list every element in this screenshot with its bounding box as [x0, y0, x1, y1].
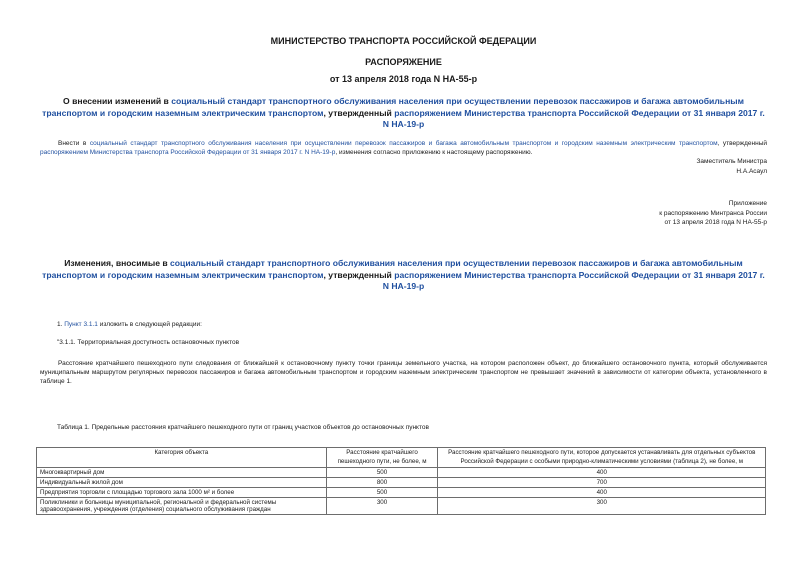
table-caption: Таблица 1. Предельные расстояния кратчайшего пешеходного пути от границ участков объектов до остановочных пунктов	[57, 424, 429, 431]
change-item-1-prefix: 1.	[57, 321, 65, 328]
table-cell-category: Многоквартирный дом	[37, 468, 327, 478]
table-header-distance: Расстояние кратчайшего пешеходного пути, не более, м	[326, 448, 438, 468]
body-middle: , утвержденный	[717, 140, 768, 147]
appendix-line-3: от 13 апреля 2018 года N НА-55-р	[664, 219, 767, 226]
distance-table	[36, 447, 766, 515]
table-cell-distance-special: 700	[438, 478, 766, 488]
document-title	[40, 96, 767, 131]
table-cell-distance: 500	[326, 488, 438, 498]
title-prefix: О внесении изменений в	[63, 96, 172, 106]
title-middle: , утвержденный	[323, 107, 395, 118]
appendix-line-2: к распоряжению Минтранса России	[659, 209, 767, 217]
change-item-1-link[interactable]: Пункт 3.1.1	[64, 321, 98, 328]
table-header-distance-special: Расстояние кратчайшего пешеходного пути, которое допускается устанавливать для отдельных субъектов Российской Федерации с особыми природно-климатическими условиями (таблица 2), не более, м	[438, 448, 766, 468]
change-item-2: "3.1.1. Территориальная доступность остановочных пунктов	[57, 339, 240, 346]
table-cell-distance-special: 300	[438, 498, 766, 515]
signature-block	[697, 157, 768, 176]
body-suffix: , изменения согласно приложению к настоящему распоряжению.	[335, 149, 533, 156]
table-cell-category: Предприятия торговли с площадью торгового зала 1000 м² и более	[37, 488, 327, 498]
table-row	[37, 468, 766, 478]
title-link-order[interactable]: распоряжением Министерства транспорта Российской Федерации от 31 января 2017 г. N НА-19-р	[382, 107, 765, 129]
signature-position: Заместитель Министра	[696, 158, 767, 165]
table-row	[37, 478, 766, 488]
table-row	[37, 488, 766, 498]
doc-type-heading: РАСПОРЯЖЕНИЕ	[365, 57, 442, 67]
change-item-1	[57, 320, 202, 329]
changes-title-middle: , утвержденный	[323, 269, 395, 280]
table-row	[37, 498, 766, 515]
table-header-row	[37, 448, 766, 468]
changes-title-link-standard[interactable]: социальный стандарт транспортного обслуживания населения при осуществлении перевозок пассажиров и багажа автомобильным транспортом и городским наземным электрическим транспортом	[42, 258, 743, 280]
changes-title-prefix: Изменения, вносимые в	[64, 258, 171, 268]
change-item-3: Расстояние кратчайшего пешеходного пути следования от ближайшей к остановочному пункту точки границы земельного участка, на котором расположен объект, до ближайшего остановочного пункта, который обслуживается муниципальным маршрутом регулярных перевозок пассажиров и багажа автомобильным транспортом и городским наземным электрическим транспортом не превышает значений в зависимости от категории объекта, установленного в таблице 1.	[40, 360, 767, 385]
body-paragraph	[40, 139, 767, 157]
body-prefix: Внести в	[58, 140, 90, 147]
table-header-category: Категория объекта	[37, 448, 327, 468]
table-cell-category: Индивидуальный жилой дом	[37, 478, 327, 488]
table-cell-distance-special: 400	[438, 468, 766, 478]
table-cell-distance: 500	[326, 468, 438, 478]
changes-title	[40, 258, 767, 293]
table-cell-category: Поликлиники и больницы муниципальной, региональной и федеральной системы здравоохранения, учреждения (отделения) социального обслуживания граждан	[37, 498, 327, 515]
title-link-standard[interactable]: социальный стандарт транспортного обслуживания населения при осуществлении перевозок пассажиров и багажа автомобильным транспортом и городским наземным электрическим транспортом	[42, 96, 744, 118]
table-cell-distance-special: 400	[438, 488, 766, 498]
appendix-line-1: Приложение	[728, 200, 767, 207]
doc-date-number: от 13 апреля 2018 года N НА-55-р	[329, 74, 478, 84]
table-cell-distance: 800	[326, 478, 438, 488]
change-item-1-suffix: изложить в следующей редакции:	[97, 321, 202, 328]
body-link-standard[interactable]: социальный стандарт транспортного обслуживания населения при осуществлении перевозок пассажиров и багажа автомобильным транспортом и городским наземным электрическим транспортом	[89, 140, 718, 147]
ministry-heading: МИНИСТЕРСТВО ТРАНСПОРТА РОССИЙСКОЙ ФЕДЕРАЦИИ	[270, 36, 537, 46]
changes-title-link-order[interactable]: распоряжением Министерства транспорта Российской Федерации от 31 января 2017 г. N НА-19-р	[382, 269, 765, 291]
body-link-order[interactable]: распоряжением Министерства транспорта Российской Федерации от 31 января 2017 г. N НА-19-р	[40, 149, 336, 156]
table-cell-distance: 300	[326, 498, 438, 515]
signature-name: Н.А.Асаул	[736, 167, 767, 175]
appendix-block	[659, 199, 767, 228]
